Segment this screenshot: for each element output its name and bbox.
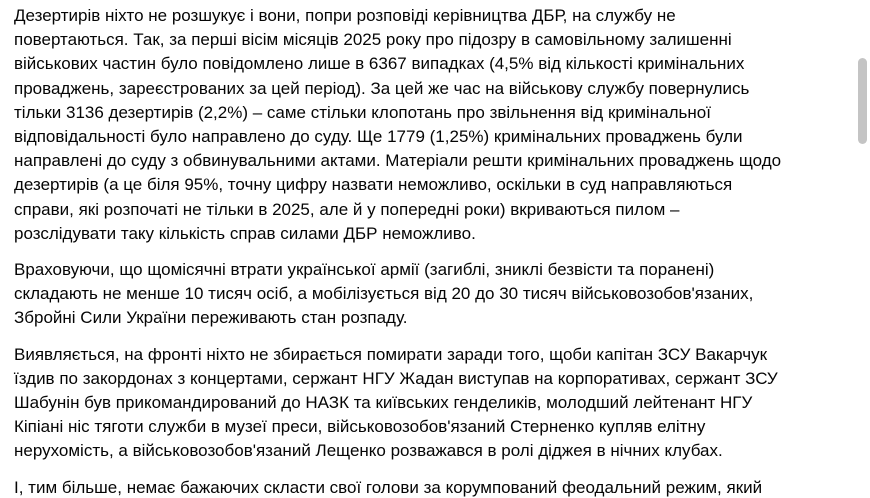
post-paragraph-4: І, тим більше, немає бажаючих скласти свої голови за корумпований феодальний режим, який xyxy=(14,477,763,497)
post-text xyxy=(14,4,842,498)
vertical-scrollbar[interactable] xyxy=(854,0,870,498)
post-paragraph-2: Враховуючи, що щомісячні втрати української армії (загиблі, зниклі безвісти та поранені) складають не менше 10 тисяч осіб, а мобілізується від 20 до 30 тисяч військовозобов'язаних, Збройні Сили України переживають стан розпаду. xyxy=(14,260,754,328)
scrollbar-thumb[interactable] xyxy=(858,58,867,144)
post-paragraph-3: Виявляється, на фронті ніхто не збирається помирати заради того, щоби капітан ЗСУ Вакарчук їздив по закордонах з концертами, сержант НГУ Жадан виступав на корпоративах, сержант ЗСУ Шабунін був прикомандирований до НАЗК та київських генделиків, молодший лейтенант НГУ Кіпіані ніс тяготи служби в музеї преси, військовозобов'язаний Стерненко купляв елітну нерухомість, а військовозобов'язаний Лещенко розважався в ролі діджея в нічних клубах. xyxy=(14,344,778,461)
post-paragraph-1: Дезертирів ніхто не розшукує і вони, попри розповіді керівництва ДБР, на службу не повертаються. Так, за перші вісім місяців 2025 року про підозру в самовільному залишенні військових частин було повідомлено лише в 6367 випадках (4,5% від кількості кримінальних проваджень, зареєстрованих за цей період). За цей же час на військову службу повернулись тільки 3136 дезертирів (2,2%) – саме стільки клопотань про звільнення від кримінальної відповідальності було направлено до суду. Ще 1779 (1,25%) кримінальних проваджень були направлені до суду з обвинувальними актами. Матеріали решти кримінальних проваджень щодо дезертирів (а це біля 95%, точну цифру назвати неможливо, оскільки в суд направляються справи, які розпочаті не тільки в 2025, але й у попередні роки) вкриваються пилом – розслідувати таку кількість справ силами ДБР неможливо. xyxy=(14,6,782,243)
